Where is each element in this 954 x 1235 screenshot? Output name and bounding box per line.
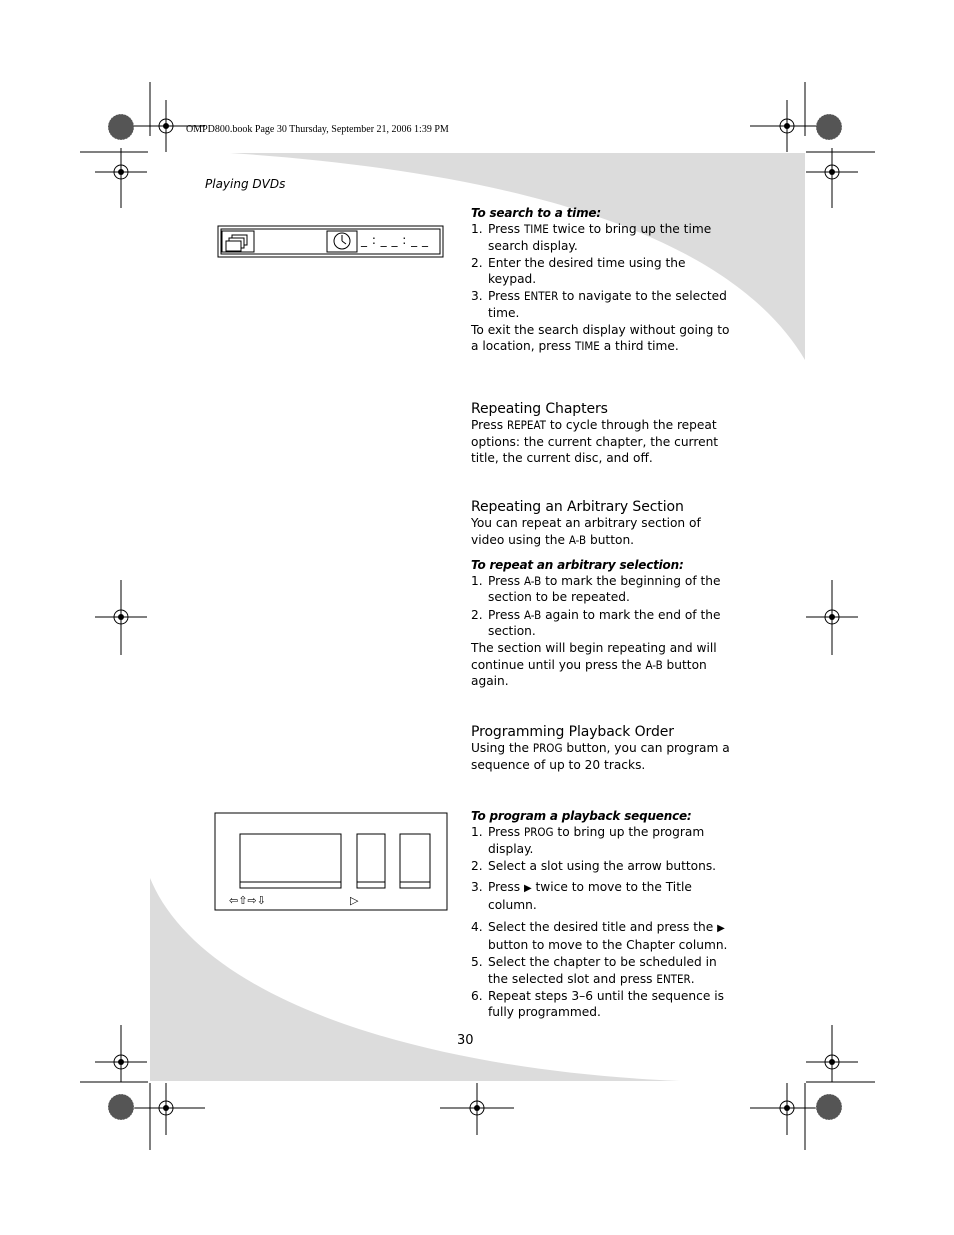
list-item: 2. Press A-B again to mark the end of the section. bbox=[471, 607, 721, 639]
repeat-section-section bbox=[471, 499, 731, 689]
repeat-section-body: You can repeat an arbitrary section of video using the A-B button. bbox=[471, 516, 701, 547]
program-arrows: ⇦⇧⇨⇩ bbox=[229, 894, 266, 907]
programming-steps bbox=[471, 824, 731, 1020]
list-item: 2. Enter the desired time using the keypad. bbox=[471, 255, 686, 287]
repeat-chapters-section bbox=[471, 401, 731, 466]
list-item: 1. Press PROG to bring up the program display. bbox=[471, 825, 705, 856]
list-item: 4. Select the desired title and press the ▶ button to move to the Chapter column. bbox=[471, 919, 728, 953]
list-item: 5. Select the chapter to be scheduled in the selected slot and press ENTER. bbox=[471, 955, 717, 986]
programming-body: Using the PROG button, you can program a sequence of up to 20 tracks. bbox=[471, 741, 730, 772]
list-item: 3. Press ▶ twice to move to the Title column. bbox=[471, 880, 692, 913]
program-play-symbol: ▷ bbox=[350, 894, 359, 907]
programming-heading: Programming Playback Order bbox=[471, 724, 674, 740]
list-item: 1. Press TIME twice to bring up the time search display. bbox=[471, 222, 712, 253]
repeat-chapters-body: Press REPEAT to cycle through the repeat options: the current chapter, the current title, the current disc, and off. bbox=[471, 418, 719, 465]
time-readout: _ : _ _ : _ _ bbox=[361, 233, 429, 247]
list-item: 1. Press A-B to mark the beginning of the section to be repeated. bbox=[471, 574, 721, 605]
search-time-subheading: To search to a time: bbox=[471, 206, 601, 220]
book-header: OMPD800.book Page 30 Thursday, September 21, 2006 1:39 PM bbox=[186, 124, 449, 135]
repeat-section-note: The section will begin repeating and will continue until you press the A-B button again. bbox=[471, 641, 717, 688]
page-number: 30 bbox=[457, 1033, 474, 1048]
repeat-section-steps bbox=[471, 573, 731, 639]
repeat-chapters-heading: Repeating Chapters bbox=[471, 401, 608, 417]
running-head: Playing DVDs bbox=[205, 177, 286, 191]
list-item: 3. Press ENTER to navigate to the selected time. bbox=[471, 289, 727, 320]
search-time-section bbox=[471, 205, 731, 355]
repeat-section-subheading: To repeat an arbitrary selection: bbox=[471, 557, 684, 572]
search-time-steps bbox=[471, 221, 731, 321]
programming-section bbox=[471, 724, 731, 773]
search-time-note: To exit the search display without going to a location, press TIME a third time. bbox=[471, 323, 730, 354]
list-item: 2. Select a slot using the arrow buttons. bbox=[471, 858, 717, 873]
list-item: 6. Repeat steps 3–6 until the sequence is fully programmed. bbox=[471, 988, 724, 1020]
repeat-section-heading: Repeating an Arbitrary Section bbox=[471, 499, 684, 515]
program-steps-section bbox=[471, 808, 731, 1022]
programming-subheading: To program a playback sequence: bbox=[471, 809, 692, 823]
